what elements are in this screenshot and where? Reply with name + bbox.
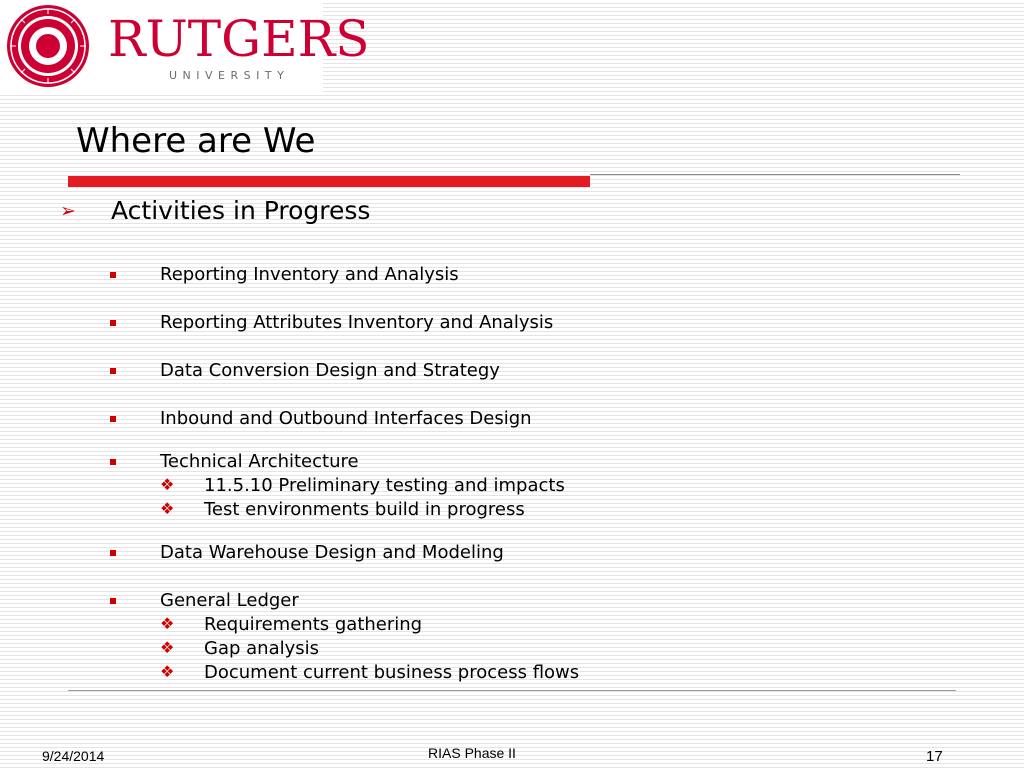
heading-text: Activities in Progress [111,196,371,225]
footer-date: 9/24/2014 [42,748,105,764]
list-item-label: Technical Architecture [160,451,359,472]
logo-subtitle: UNIVERSITY [169,69,290,82]
list-item-label: Data Conversion Design and Strategy [160,360,500,381]
list-item-label: General Ledger [160,590,299,611]
page-number: 17 [926,748,943,765]
logo-wordmark: RUTGERS [108,10,370,68]
square-bullet-icon [110,598,116,604]
square-bullet-icon [110,550,116,556]
list-item-label: Inbound and Outbound Interfaces Design [160,408,532,429]
diamond-bullet-icon: ❖ [160,662,175,681]
diamond-bullet-icon: ❖ [160,614,175,633]
sub-list-item-label: Gap analysis [204,638,320,659]
diamond-bullet-icon: ❖ [160,475,175,494]
square-bullet-icon [110,272,116,278]
sub-list-item-label: Test environments build in progress [204,499,525,520]
square-bullet-icon [110,368,116,374]
title-rule-thin [590,174,960,175]
sub-list-item-label: Requirements gathering [204,614,423,635]
sub-list-item-label: Document current business process flows [204,662,580,683]
footer-rule [68,690,956,691]
rutgers-seal-icon [6,4,90,88]
title-rule-thick [68,176,590,187]
square-bullet-icon [110,320,116,326]
footer-title: RIAS Phase II [428,745,516,761]
list-item-label: Reporting Attributes Inventory and Analysis [160,312,554,333]
square-bullet-icon [110,416,116,422]
square-bullet-icon [110,459,116,465]
slide-title: Where are We [76,121,316,161]
arrow-bullet-icon: ➢ [60,200,76,222]
sub-list-item-label: 11.5.10 Preliminary testing and impacts [204,475,565,496]
list-item-label: Reporting Inventory and Analysis [160,264,459,285]
diamond-bullet-icon: ❖ [160,638,175,657]
rutgers-logo [0,0,370,93]
diamond-bullet-icon: ❖ [160,499,175,518]
list-item-label: Data Warehouse Design and Modeling [160,542,504,563]
